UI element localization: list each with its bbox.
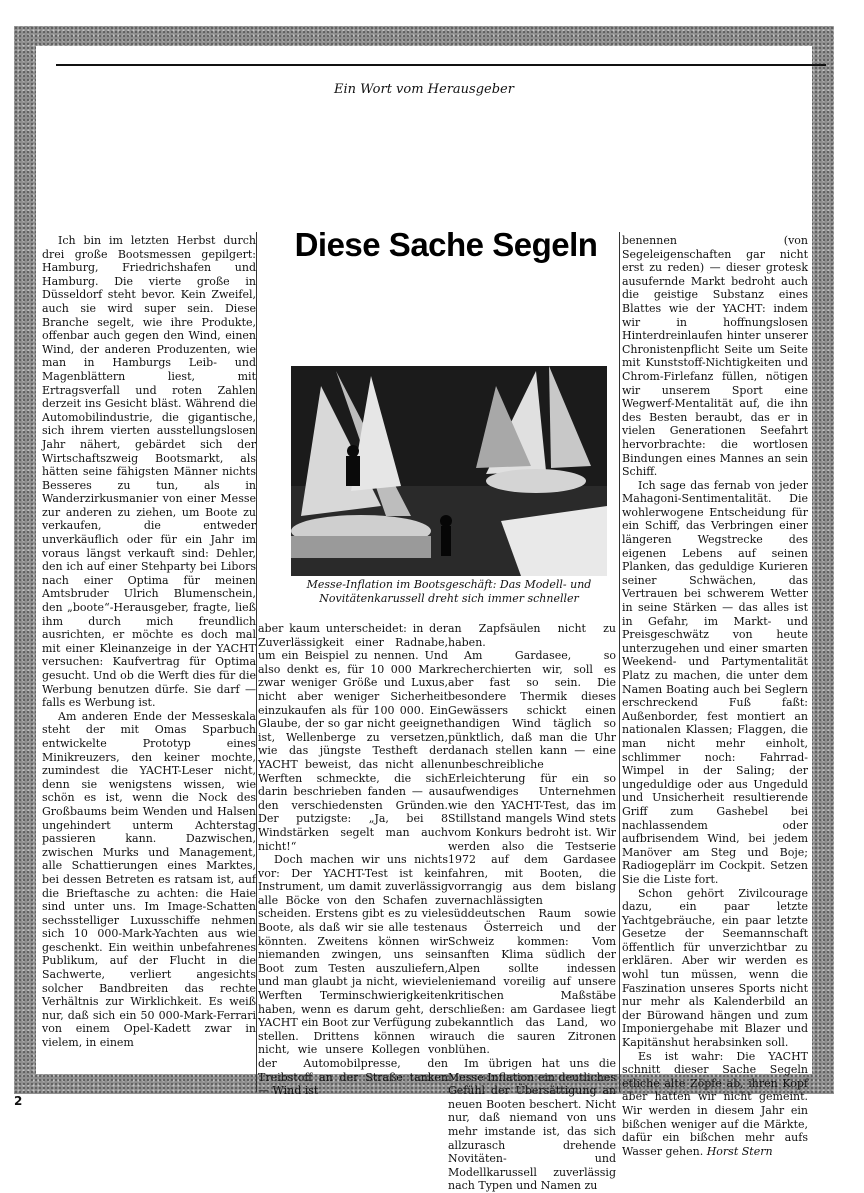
article-column-4 xyxy=(622,234,808,1158)
article-column-3 xyxy=(448,622,616,1193)
page-number: 2 xyxy=(14,1094,23,1108)
signature: Horst Stern xyxy=(706,1144,773,1158)
headline: Diese Sache Segeln xyxy=(294,226,598,263)
paragraph-last xyxy=(622,1050,808,1159)
paragraph: Im übrigen hat uns die Messe-Inflation ein deutliches Gefühl der Übersättigung an neuen Booten beschert. Nicht nur, daß niemand von uns mehr imstande ist, das sich allzurasch drehende Novitäten- und Modellkarussell zuverlässig nach Typen und Namen zu xyxy=(448,1057,616,1193)
article-column-2 xyxy=(258,622,448,1122)
column-divider xyxy=(256,232,257,1092)
paragraph: Doch machen wir uns nichts vor: Der YACHT-Test ist kein Instrument, um damit zuverlässig alle Böcke von den Schafen zu scheiden. Erstens gibt es zu viele Boote, als daß wir sie alle testen könnten. Zweitens können wir niemanden zwingen, uns sein Boot zum Testen auszuliefern, und man glaubt ja nicht, wieviele Werften Terminschwierigkeiten haben, wenn es darum geht, der YACHT ein Boot zur Verfügung zu stellen. Drittens können wir nicht, wie unsere Kollegen von der Automobilpresse, den Treibstoff an der Straße tanken — Wind ist xyxy=(258,853,448,1098)
paragraph: Ich bin im letzten Herbst durch drei große Bootsmessen gepilgert: Hamburg, Friedrichshafen und Hamburg. Die vierte große in Düsseldorf steht bevor. Kein Zweifel, auch sie wird super sein. Diese Branche segelt, wie ihre Produkte, offenbar auch gegen den Wind, einen Wind, der anderen Produzenten, wie man in Hamburgs Leib- und Magenblättern liest, mit Ertragsverfall und roten Zahlen derzeit ins Gesicht bläst. Während die Automobilindustrie, die gigantische, sich ihrem vierten ausstellungslosen Jahr nähert, gebärdet sich der Wirtschaftszweig Bootsmarkt, als hätten seine fähigsten Männer nichts Besseres zu tun, als in Wanderzirkusmanier von einer Messe zur anderen zu ziehen, um Boote zu verkaufen, die entweder unverkäuflich oder für ein Jahr im voraus längst verkauft sind: Dehler, den ich auf einer Stehparty bei Libors nach einer Optima für meinen Amtsbruder Ulrich Blumenschein, den „boote“-Herausgeber, fragte, ließ ihm durch mich freundlich ausrichten, er möchte es doch mal mit einer Kleinanzeige in der YACHT versuchen: Kaufvertrag für Optima gesucht. Und ob die Werft dies für die Werbung benutzen dürfe. Sie darf — falls es Werbung ist. xyxy=(42,234,256,710)
paragraph: Am anderen Ende der Messeskala steht der mit Omas Sparbuch entwickelte Prototyp eines Minikreuzers, den keiner mochte, zumindest die YACHT-Leser nicht, denn sie wenigstens wissen, wie schön es ist, wenn die Nock des Großbaums beim Wenden und Halsen ungehindert unterm Achterstag passieren kann. Dazwischen, zwischen Murks und Management, alle Schattierungen eines Marktes, bei dessen Betreten es ratsam ist, auf die Brieftasche zu achten: die Haie sind unter uns. Im Image-Schatten sechsstelliger Luxusschiffe nehmen sich 10 000-Mark-Yachten aus wie geschenkt. Ein weithin unbefahrenes Publikum, auf der Flucht in die Sachwerte, verliert angesichts solcher Bandbreiten das rechte Verhältnis zur Wirklichkeit. Es weiß nur, daß sich ein 50 000-Mark-Ferrari von einem Opel-Kadett zwar in vielem, in einem xyxy=(42,709,256,1050)
paragraph: benennen (von Segeleigenschaften gar nicht erst zu reden) — dieser grotesk ausufernde Markt bedroht auch die geistige Substanz eines Blattes wie der YACHT: indem wir in hoffnungslosen Hinterdreinlaufen hinter unserer Chronistenpflicht Seite um Seite mit Kunststoff-Nichtigkeiten und Chrom-Firlefanz füllen, nötigen wir unserem Sport eine Wegwerf-Mentalität auf, die ihn des Besten beraubt, das er in vielen Generationen Seefahrt hervorbrachte: die wortlosen Bindungen eines Mannes an sein Schiff. xyxy=(622,234,808,479)
paragraph: Am Gardasee, so recherchierten wir, soll es aber fast so sein. Die besondere Thermik dieses Gewässers schickt einen handigen Wind täglich so pünktlich, daß man die Uhr danach stellen kann — eine unbeschreibliche Erleichterung für ein so aufwendiges Unternehmen wie den YACHT-Test, das im Stillstand mangels Wind stets vom Konkurs bedroht ist. Wir werden also die Testserie 1972 auf dem Gardasee fahren, mit Booten, die vorrangig aus dem bislang vernachlässigten süddeutschen Raum sowie aus Österreich und der Schweiz kommen: Vom sanften Klima südlich der Alpen sollte indessen niemand voreilig auf unsere kritischen Maßstäbe schließen: am Gardasee liegt bekanntlich das Land, wo auch die sauren Zitronen blühen. xyxy=(448,649,616,1057)
page-border xyxy=(14,26,834,1193)
photo-caption: Messe-Inflation im Bootsgeschäft: Das Modell- und Novitätenkarussell dreht sich immer schneller xyxy=(306,578,592,605)
article-column-1 xyxy=(42,234,256,1134)
photo-illustration xyxy=(291,366,607,576)
paragraph: Ich sage das fernab von jeder Mahagoni-Sentimentalität. Die wohlerwogene Entscheidung für ein Schiff, das Verbringen einer längeren Wegstrecke des eigenen Lebens auf seinen Planken, das geduldige Kurieren seiner Schwächen, das Vertrauen bei schwerem Wetter in seine Stärken — das alles ist in Gefahr, im Markt- und Preisgeschwätz von heute unterzugehen und einer smarten Weekend- und Partymentalität Platz zu machen, die unter dem Namen Boating auch bei Seglern erschreckend Fuß faßt: Außenborder, fest montiert an nationalen Klassen; Flaggen, die man nicht mehr einholt, schlimmer noch: Fahrrad-Wimpel in der Saling; der ungeduldige oder aus Ungeduld und Unsicherheit resultierende Griff zum Gashebel bei nachlassendem oder aufbrisendem Wind, bei jedem Manöver am Steg und Boje; Radiogeplärr im Cockpit. Setzen Sie die Liste fort. xyxy=(622,478,808,886)
paragraph-text: Es ist wahr: Die YACHT schnitt dieser Sache Segeln etliche alte Zöpfe ab, ihren Kopf aber hatten wir nicht gemeint. Wir werden in diesem Jahr ein bißchen weniger auf die Märkte, dafür ein bißchen mehr aufs Wasser gehen. xyxy=(622,1049,808,1158)
photo-sailboats xyxy=(291,366,607,576)
column-divider xyxy=(619,232,620,1092)
paragraph: aber kaum unterscheidet: in der Zuverlässigkeit einer Radnabe, um ein Beispiel zu nennen. Und also denkt es, für 10 000 Mark zwar weniger Größe und Luxus, nicht aber weniger Sicherheit einzukaufen als für 100 000. Ein Glaube, der so gar nicht geeignet ist, Wellenberge zu versetzen, wie das jüngste Testheft der YACHT beweist, das nicht allen Werften schmeckte, die sich darin beschrieben fanden — aus den verschiedensten Gründen. Der putzigste: „Ja, bei 8 Windstärken segelt man auch nicht!“ xyxy=(258,622,448,853)
header-rule xyxy=(56,64,826,66)
paragraph: Schon gehört Zivilcourage dazu, ein paar letzte Yachtgebräuche, ein paar letzte Gesetze der Seemannschaft öffentlich für unverzichtbar zu erklären. Aber wir werden es wohl tun müssen, wenn die Faszination unseres Sports nicht nur mehr als Kalenderbild an der Bürowand hängen und zum Imponiergehabe mit Blazer und Kapitänshut herabsinken soll. xyxy=(622,886,808,1050)
article-page xyxy=(36,46,812,1193)
paragraph: an Zapfsäulen nicht zu haben. xyxy=(448,622,616,649)
kicker: Ein Wort vom Herausgeber xyxy=(334,82,514,97)
